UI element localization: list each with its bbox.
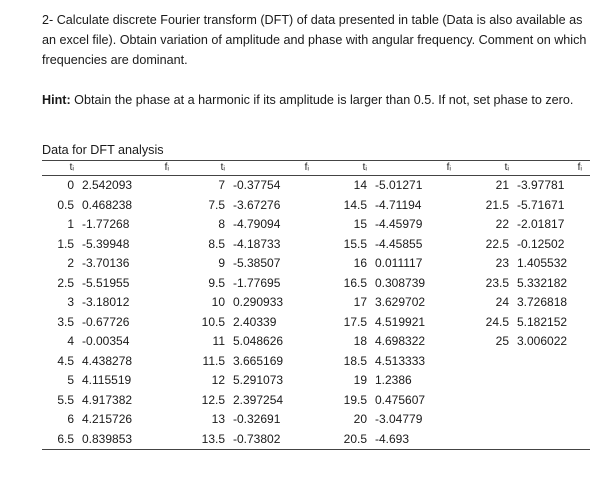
cell-f: 2.397254: [233, 392, 284, 407]
cell-t: 15: [353, 217, 367, 231]
cell-f: 0.468238: [82, 197, 133, 212]
cell-f: -0.00354: [82, 334, 130, 348]
cell-f: 2.40339: [233, 314, 277, 329]
cell-f: -5.51955: [82, 275, 130, 290]
cell-t: 10: [211, 295, 225, 309]
cell-t: 7: [218, 178, 225, 192]
dft-data-table: [42, 160, 590, 450]
table-row: [42, 391, 590, 411]
table-header-row: [42, 161, 590, 176]
cell-t: 22: [495, 217, 509, 231]
cell-t: 24.5: [485, 314, 509, 329]
hint-label: Hint:: [42, 93, 71, 107]
table-row: [42, 410, 590, 430]
cell-f: 4.513333: [375, 353, 426, 368]
cell-t: 16: [353, 256, 367, 270]
cell-f: 0.011117: [375, 256, 423, 270]
column-header-t: tᵢ: [177, 161, 227, 176]
cell-t: 15.5: [343, 236, 367, 251]
cell-t: 11.5: [202, 353, 225, 368]
cell-f: -1.77695: [233, 275, 281, 290]
cell-t: 1.5: [57, 236, 74, 251]
cell-t: 20: [353, 412, 367, 426]
cell-t: 18: [353, 334, 367, 348]
cell-t: [459, 391, 511, 411]
cell-f: 5.291073: [233, 373, 284, 387]
cell-f: 2.542093: [82, 178, 133, 192]
cell-f: -4.79094: [233, 217, 281, 231]
column-header-t: tᵢ: [42, 161, 76, 176]
cell-f: 0.308739: [375, 275, 426, 290]
cell-f: -0.37754: [233, 178, 281, 192]
cell-f: -1.77268: [82, 217, 130, 231]
table-row: [42, 430, 590, 450]
column-header-f: fᵢ: [227, 161, 317, 176]
cell-t: 9: [218, 256, 225, 270]
cell-f: [511, 391, 590, 411]
table-row: [42, 235, 590, 255]
cell-f: 5.332182: [517, 275, 568, 290]
cell-t: [459, 352, 511, 372]
cell-t: [459, 410, 511, 430]
cell-f: 4.917382: [82, 392, 133, 407]
cell-t: 25: [495, 334, 509, 348]
question-text: 2- Calculate discrete Fourier transform (DFT) of data presented in table (Data is also available as an excel file). Obtain variation of amplitude and phase with angular frequency. Comment on which frequencies are dominant.: [42, 13, 587, 67]
table-body: [42, 176, 590, 450]
table-title: Data for DFT analysis: [42, 143, 164, 157]
cell-t: 17.5: [343, 314, 367, 329]
cell-f: 0.839853: [76, 430, 177, 450]
cell-f: -3.97781: [517, 178, 565, 192]
cell-t: 21: [495, 178, 509, 192]
cell-f: -4.45855: [375, 236, 423, 251]
hint-text: Obtain the phase at a harmonic if its amplitude is larger than 0.5. If not, set phase to zero.: [70, 93, 574, 107]
table-row: [42, 215, 590, 235]
cell-t: 4.5: [57, 353, 74, 368]
cell-t: 23.5: [485, 275, 509, 290]
cell-f: 5.182152: [517, 314, 568, 329]
cell-f: 1.2386: [375, 373, 412, 387]
cell-t: 24: [495, 295, 509, 309]
cell-t: 19.5: [343, 392, 367, 407]
cell-t: 5: [67, 373, 74, 387]
cell-t: 0: [67, 178, 74, 192]
table-row: [42, 332, 590, 352]
cell-f: -0.32691: [233, 412, 281, 426]
cell-f: 1.405532: [517, 256, 568, 270]
table-row: [42, 274, 590, 294]
cell-f: -2.01817: [517, 217, 565, 231]
cell-f: 4.698322: [375, 334, 426, 348]
cell-t: 5.5: [57, 392, 74, 407]
cell-t: 10.5: [201, 314, 225, 329]
cell-t: 20.5: [317, 430, 369, 450]
table-row: [42, 293, 590, 313]
cell-f: 4.215726: [82, 412, 133, 426]
cell-t: 16.5: [343, 275, 367, 290]
cell-f: -0.73802: [227, 430, 317, 450]
column-header-f: fᵢ: [369, 161, 459, 176]
column-header-t: tᵢ: [317, 161, 369, 176]
cell-t: 21.5: [485, 197, 509, 212]
cell-f: -5.71671: [517, 197, 565, 212]
cell-t: 7.5: [208, 197, 225, 212]
cell-f: 0.475607: [375, 392, 426, 407]
cell-t: 1: [67, 217, 74, 231]
cell-t: 17: [353, 295, 367, 309]
cell-t: 8: [218, 217, 225, 231]
cell-t: 3: [67, 295, 74, 309]
cell-f: 3.629702: [375, 295, 426, 309]
cell-t: 6.5: [42, 430, 76, 450]
cell-t: 19: [353, 373, 367, 387]
cell-t: 12.5: [201, 392, 225, 407]
cell-t: 2.5: [57, 275, 74, 290]
cell-t: 18.5: [343, 353, 367, 368]
cell-t: 9.5: [208, 275, 225, 290]
cell-f: 5.048626: [233, 334, 284, 348]
table-row: [42, 254, 590, 274]
cell-f: -3.70136: [82, 256, 130, 270]
column-header-f: fᵢ: [76, 161, 177, 176]
cell-t: 2: [67, 256, 74, 270]
cell-t: 14: [353, 178, 367, 192]
cell-f: -0.67726: [82, 314, 130, 329]
cell-f: -5.38507: [233, 256, 281, 270]
cell-f: -3.04779: [375, 412, 423, 426]
cell-f: [511, 430, 590, 450]
table-row: [42, 352, 590, 372]
table-row: [42, 196, 590, 216]
cell-f: [511, 371, 590, 391]
cell-f: -4.71194: [375, 197, 422, 212]
cell-t: 11: [212, 334, 225, 348]
cell-f: -5.01271: [375, 178, 423, 192]
cell-f: 3.726818: [517, 295, 568, 309]
cell-f: 4.438278: [82, 353, 133, 368]
cell-f: -3.18012: [82, 295, 130, 309]
cell-f: -4.693: [369, 430, 459, 450]
cell-t: 8.5: [208, 236, 225, 251]
cell-f: -0.12502: [517, 236, 565, 251]
cell-t: 23: [495, 256, 509, 270]
table-row: [42, 176, 590, 196]
cell-t: 14.5: [343, 197, 367, 212]
cell-t: 6: [67, 412, 74, 426]
cell-t: 0.5: [57, 197, 74, 212]
cell-t: 22.5: [485, 236, 509, 251]
column-header-t: tᵢ: [459, 161, 511, 176]
cell-t: 3.5: [57, 314, 74, 329]
cell-f: -5.39948: [82, 236, 130, 251]
cell-f: -4.45979: [375, 217, 423, 231]
hint-paragraph: [42, 90, 590, 110]
cell-t: 13.5: [177, 430, 227, 450]
cell-t: 12: [211, 373, 225, 387]
cell-t: [459, 371, 511, 391]
cell-t: [459, 430, 511, 450]
table-row: [42, 313, 590, 333]
cell-f: 3.006022: [517, 334, 568, 348]
cell-t: 4: [67, 334, 74, 348]
cell-t: 13: [211, 412, 225, 426]
table-row: [42, 371, 590, 391]
cell-f: 0.290933: [233, 295, 284, 309]
cell-f: 4.519921: [375, 314, 426, 329]
cell-f: 4.115519: [82, 373, 132, 387]
cell-f: [511, 410, 590, 430]
cell-f: [511, 352, 590, 372]
cell-f: 3.665169: [233, 353, 284, 368]
cell-f: -4.18733: [233, 236, 281, 251]
cell-f: -3.67276: [233, 197, 281, 212]
column-header-f: fᵢ: [511, 161, 590, 176]
